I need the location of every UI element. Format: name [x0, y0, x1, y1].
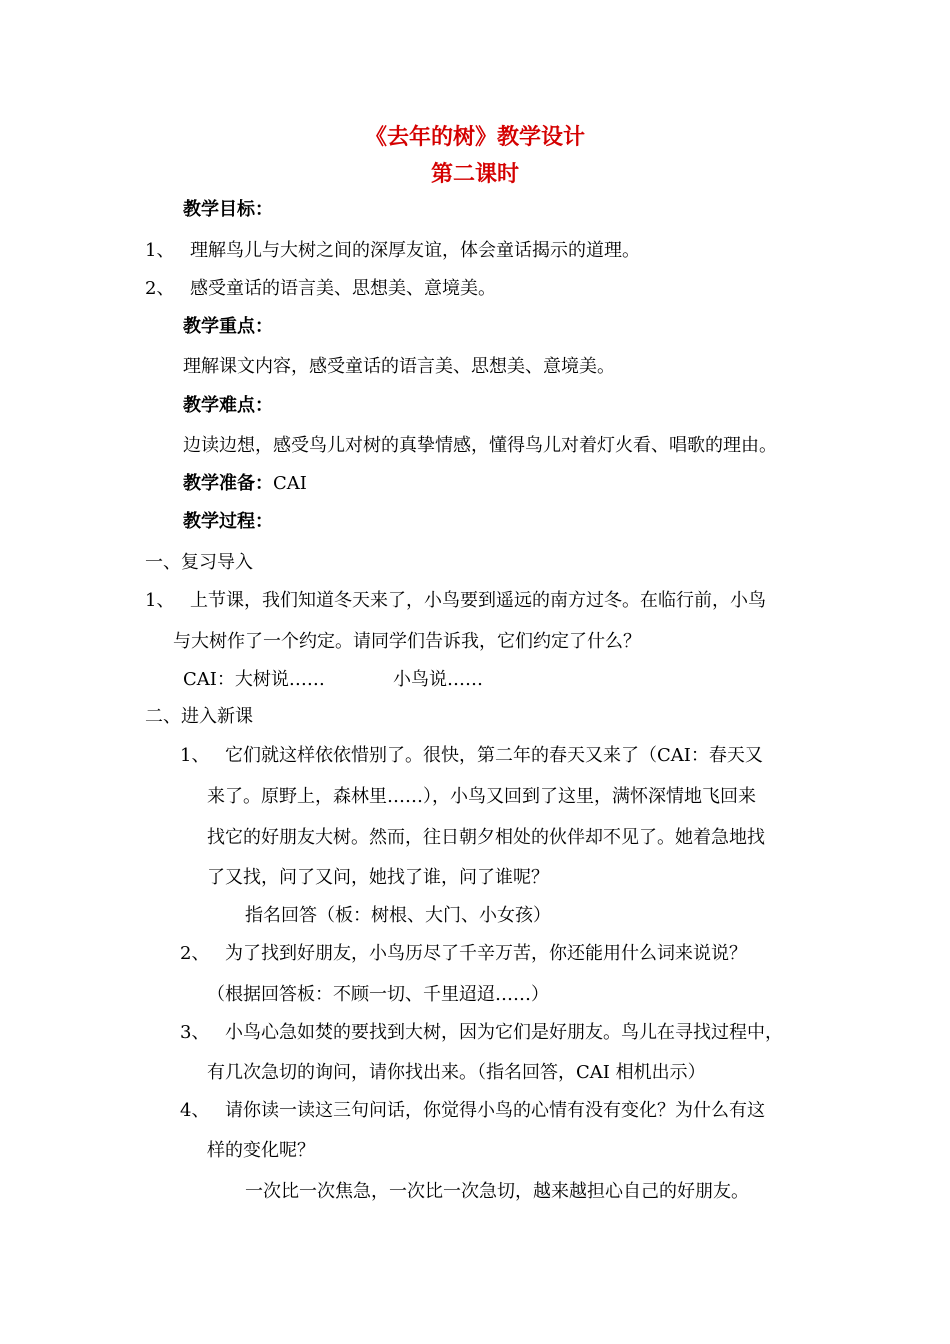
process-heading: 教学过程： — [183, 511, 273, 532]
section-2-item-3-line-2: 有几次急切的询问，请你找出来。（指名回答，CAI 相机出示） — [207, 1062, 706, 1083]
section-2-item-4-line-1: 请你读一读这三句问话，你觉得小鸟的心情有没有变化？为什么有这 — [225, 1100, 765, 1121]
section-2-item-3-number: 3、 — [180, 1022, 210, 1043]
section-2-item-1-number: 1、 — [180, 745, 210, 766]
section-2-item-4-answer: 一次比一次焦急，一次比一次急切，越来越担心自己的好朋友。 — [245, 1181, 749, 1202]
section-2-item-1-line-3: 找它的好朋友大树。然而，往日朝夕相处的伙伴却不见了。她着急地找 — [207, 827, 765, 848]
goals-heading: 教学目标： — [183, 199, 273, 220]
section-1-item-1-number: 1、 — [145, 590, 175, 611]
section-2-item-1-line-2: 来了。原野上，森林里……），小鸟又回到了这里，满怀深情地飞回来 — [207, 786, 756, 807]
section-2-item-1-line-1: 它们就这样依依惜别了。很快，第二年的春天又来了（CAI：春天又 — [225, 745, 763, 766]
section-2-item-3-line-1: 小鸟心急如焚的要找到大树，因为它们是好朋友。鸟儿在寻找过程中， — [225, 1022, 783, 1043]
goal-item-1-number: 1、 — [145, 240, 175, 261]
cai-tree-says: CAI：大树说…… — [183, 669, 325, 690]
section-2-item-2-answer: （根据回答板：不顾一切、千里迢迢……） — [207, 984, 549, 1005]
section-2-item-4-line-2: 样的变化呢？ — [207, 1140, 315, 1161]
prep-line — [183, 472, 307, 496]
goal-item-2-number: 2、 — [145, 278, 175, 299]
section-2-item-2-line-1: 为了找到好朋友，小鸟历尽了千辛万苦，你还能用什么词来说说？ — [225, 943, 747, 964]
document-title: 《去年的树》教学设计 — [364, 124, 585, 150]
difficulty-heading: 教学难点： — [183, 395, 273, 416]
cai-bird-says: 小鸟说…… — [393, 669, 483, 690]
section-2-item-4-number: 4、 — [180, 1100, 210, 1121]
key-heading: 教学重点： — [183, 316, 273, 337]
key-text: 理解课文内容，感受童话的语言美、思想美、意境美。 — [183, 356, 615, 377]
goal-item-1-text: 理解鸟儿与大树之间的深厚友谊，体会童话揭示的道理。 — [190, 240, 640, 261]
difficulty-text: 边读边想，感受鸟儿对树的真挚情感，懂得鸟儿对着灯火看、唱歌的理由。 — [183, 435, 777, 456]
goal-item-2-text: 感受童话的语言美、思想美、意境美。 — [190, 278, 496, 299]
section-1-heading: 一、复习导入 — [145, 552, 253, 573]
section-2-item-2-number: 2、 — [180, 943, 210, 964]
prep-heading: 教学准备： — [183, 473, 273, 494]
section-1-item-1-line-2: 与大树作了一个约定。请同学们告诉我，它们约定了什么？ — [173, 631, 641, 652]
document-subtitle: 第二课时 — [430, 161, 519, 187]
section-1-item-1-line-1: 上节课，我们知道冬天来了，小鸟要到遥远的南方过冬。在临行前，小鸟 — [190, 590, 766, 611]
section-2-item-1-line-4: 了又找，问了又问，她找了谁，问了谁呢？ — [207, 867, 549, 888]
section-2-item-1-answer: 指名回答（板：树根、大门、小女孩） — [245, 905, 551, 926]
prep-text: CAI — [273, 473, 307, 494]
section-2-heading: 二、进入新课 — [145, 706, 253, 727]
